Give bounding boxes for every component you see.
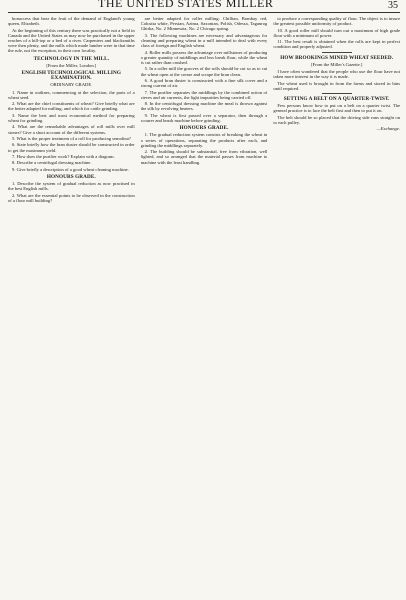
section-heading: TECHNOLOGY IN THE MILL. — [33, 55, 110, 62]
paragraph: are better adapted for roller milling: Chillian, Bombay red, Calcutta white, Persian, Azima, Saxonian, Polish, Odessa, Taganrog Ghirka, No. 2 Minnesota, No. 2 Chicago spring. — [140, 16, 268, 32]
section-heading: ENGLISH TECHNOLOGICAL MILLING EXAMINATION. — [21, 70, 122, 82]
column-2 — [141, 16, 268, 600]
paragraph: to produce a corresponding quality of flour. The object is to insure the greatest possible uniformity of product. — [273, 16, 401, 27]
list-item: 6. State briefly how the bran duster should be constructed in order to get the maximum yield. — [8, 142, 135, 153]
paragraph: 8. In the centrifugal dressing machine the meal is thrown against the silk by revolving beaters. — [140, 101, 268, 112]
list-item: 8. Describe a centrifugal dressing machine. — [12, 160, 92, 166]
list-item: 2. What are the chief constituents of wheat? Give briefly what are the better adapted for milling, and which for cattle grinding. — [8, 101, 135, 112]
paragraph: 2. The building should be substantial, free from vibration, well lighted, and so arranged that the material passes from machine to machine with the least handling. — [140, 149, 268, 165]
paragraph: I have often wondered that the people who use the flour have not taken more interest in the way it is made. — [273, 69, 401, 80]
column-1 — [8, 16, 135, 600]
list-item: 4. What are the remarkable advantages of roll mills over mill stones? Give a short account of the different systems. — [8, 124, 135, 135]
sub-heading: ORDINARY GRADE. — [50, 82, 93, 88]
section-heading: SETTING A BELT ON A QUARTER-TWIST. — [283, 96, 390, 102]
divider — [322, 52, 352, 53]
paragraph: The belt should be so placed that the driving side runs straight on to each pulley. — [273, 114, 401, 125]
list-item: 5. What is the proper treatment of a roll for producing semolina? — [12, 136, 131, 141]
paragraph: 6. A good bran duster is constructed with a fine silk cover and a strong current of air. — [140, 77, 268, 89]
paragraph: 9. The wheat is first passed over a separator, then through a scourer and brush machine before grinding. — [140, 112, 268, 123]
source-credit: —Exchange. — [376, 126, 401, 132]
page-number: 35 — [388, 0, 398, 11]
newspaper-page — [8, 0, 400, 600]
paragraph: 3. The following machines are necessary and advantageous for cleaning and preparing wheat in a mill intended to deal with every class of foreign and English wheat. — [140, 32, 268, 49]
masthead — [8, 0, 400, 13]
list-item: 9. Give briefly a description of a good wheat cleaning machine. — [12, 166, 129, 172]
paragraph: The wheat used is brought in from the farms and stored in bins until required. — [273, 80, 401, 91]
list-item: 7. How does the purifier work? Explain with a diagram. — [12, 153, 115, 159]
list-item: 2. What are the essential points to be observed in the construction of a flour mill building? — [8, 192, 135, 203]
section-heading: HONOURS GRADE. — [46, 173, 96, 180]
paragraph: 7. The purifier separates the middlings by the combined action of sieves and air currents, the light impurities being carried off. — [140, 89, 268, 100]
page-title: THE UNITED STATES MILLER — [98, 0, 274, 10]
paragraph: 1. The gradual reduction system consists of breaking the wheat in a series of operations, separating the products after each, and grinding the middlings separately. — [140, 132, 268, 148]
paragraph: bonaccess that bear the fruit of the demand of England's young queen, Elizabeth. — [8, 16, 135, 27]
paragraph: 5. In a roller mill the grooves of the rolls should be cut so as to cut the wheat open at the crease and scrape the bran clean. — [140, 66, 268, 77]
section-heading: HOW BROOKINGS MINED WHEAT SEEDED. — [280, 54, 394, 61]
divider — [322, 93, 352, 94]
paragraph: At the beginning of this century there was practically not a field in Canada and the United States as may now be purchased in the upper reaches of a hill-top or a bed of a river. Carpenters and blacksmiths were then plenty, and the mills which made lumber were in that time the rule, not the exception, in their own locality. — [8, 27, 135, 54]
section-heading: HONOURS GRADE. — [179, 125, 229, 132]
paragraph: 4. Roller mills possess the advantage over millstones of producing a greater quantity of middlings and less break flour, while the wheat is cut rather than crushed. — [140, 49, 268, 65]
column-container — [8, 16, 400, 600]
paragraph: 11. The best result is obtained when the rolls are kept in perfect condition and properly adjusted. — [273, 39, 401, 50]
list-item: 1. Describe the system of gradual reduction as now practised in the best English mills. — [8, 181, 135, 192]
paragraph: Few persons know how to put on a belt on a quarter twist. The general practice is to lace the belt first and then to put it on. — [273, 103, 401, 114]
byline: [From the Miller, London.] — [46, 62, 97, 68]
list-item: 1. Name in outlines, commencing at the selection, the parts of a wheat seed. — [8, 89, 135, 100]
paragraph: 10. A good roller mill should turn out a maximum of high grade flour with a minimum of power. — [273, 27, 401, 38]
column-3 — [273, 16, 400, 600]
list-item: 3. Name the best and most economical method for preparing wheat for grinding. — [8, 112, 135, 124]
byline: [From the Miller's Gazette.] — [311, 61, 363, 67]
